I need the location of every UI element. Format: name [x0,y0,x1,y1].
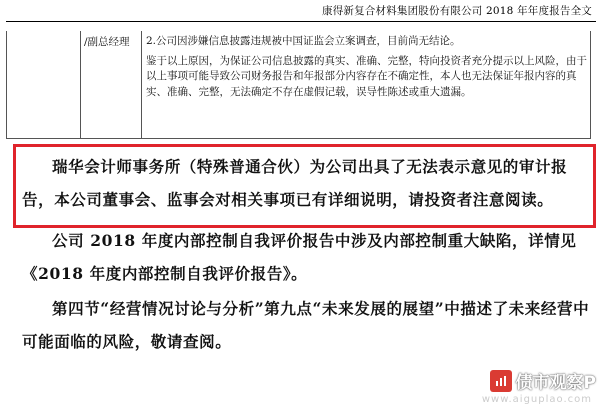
internal-control-paragraph [22,224,590,290]
table-cell-name [7,31,81,138]
table-cell-reason [143,31,591,138]
header-divider [6,21,596,22]
internal-control-text: 公司 2018 年度内部控制自我评价报告中涉及内部控制重大缺陷，详情见《2018 年度内部控制自我评价报告》。 [22,231,577,283]
table-cell-role: /副总经理 [80,31,142,138]
reason-statement: 鉴于以上原因，为保证公司信息披露的真实、准确、完整，特向投资者充分提示以上风险，由于以上事项可能导致公司财务报告和年报部分内容存在不确定性，本人也无法保证年报内容的真实、准确、完整，无法确定不存在虚假记载，误导性陈述或重大遗漏。 [146,54,587,98]
audit-opinion-paragraph [22,150,590,216]
risk-reference-paragraph [22,292,590,358]
watermark-url: www.aiguplao.com [481,394,592,405]
report-header-title: 康得新复合材料集团股份有限公司 2018 年年度报告全文 [322,5,592,17]
watermark-text: 债市观察P [515,373,596,393]
director-statement-table [6,31,591,139]
watermark-logo-icon [490,370,512,392]
reason-line: 2.公司因涉嫌信息披露违规被中国证监会立案调查，目前尚无结论。 [146,35,461,47]
audit-opinion-text: 瑞华会计师事务所（特殊普通合伙）为公司出具了无法表示意见的审计报告，本公司董事会、监事会对相关事项已有详细说明，请投资者注意阅读。 [22,157,568,209]
risk-reference-text: 第四节“经营情况讨论与分析”第九点“未来发展的展望”中描述了未来经营中可能面临的风险，敬请查阅。 [22,299,590,351]
watermark [490,368,596,393]
